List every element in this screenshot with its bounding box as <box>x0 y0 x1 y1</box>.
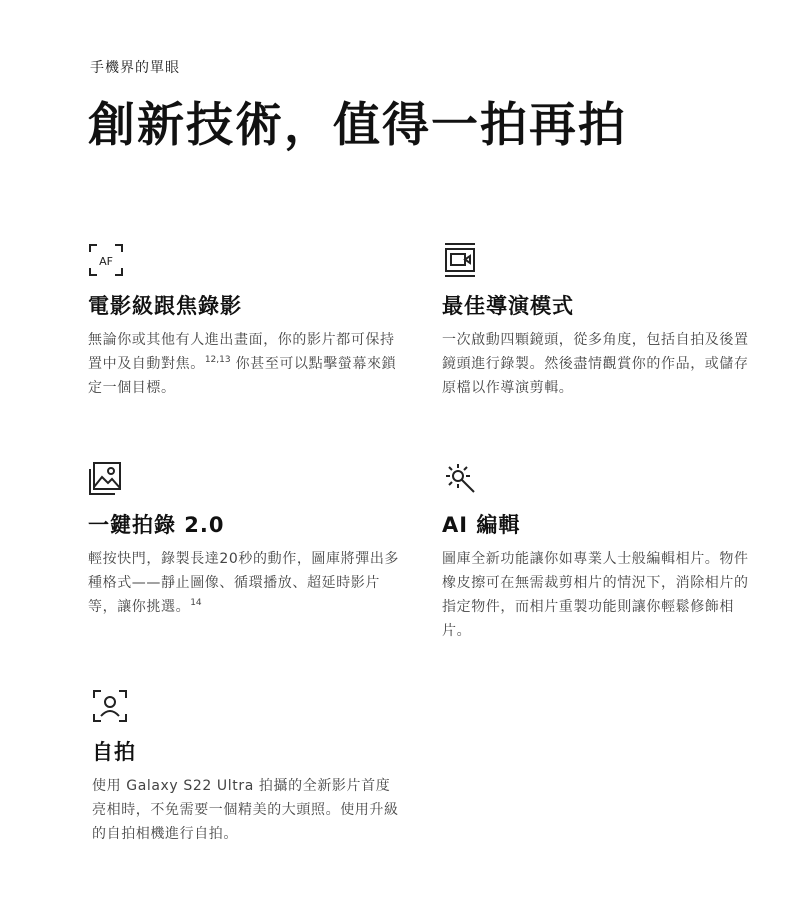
image-icon <box>88 461 124 497</box>
feature-description: 輕按快門，錄製長達20秒的動作，圖庫將彈出多種格式——靜止圖像、循環播放、超延時影片等，讓你挑選。$^{14}$ <box>88 551 400 616</box>
feature-title: AI 編輯 <box>442 513 521 537</box>
footnote-ref[interactable]: 12,13 <box>204 355 231 366</box>
svg-text:AF: AF <box>99 255 113 268</box>
footnote-ref[interactable]: 14 <box>190 598 202 609</box>
magic-wand-icon <box>442 461 478 497</box>
feature-cinematic-tracking <box>88 242 400 400</box>
director-view-icon <box>442 242 478 278</box>
feature-ai-edit <box>442 461 754 643</box>
page-title: 創新技術，值得一拍再拍 <box>88 98 627 153</box>
feature-title: 自拍 <box>92 740 136 764</box>
feature-description: 圖庫全新功能讓你如專業人士般編輯相片。物件橡皮擦可在無需裁剪相片的情況下，消除相片的指定物件，而相片重製功能則讓你輕鬆修飾相片。 <box>442 551 749 640</box>
feature-title: 一鍵拍錄 2.0 <box>88 513 225 537</box>
feature-directors-view <box>442 242 754 400</box>
feature-description: 使用 Galaxy S22 Ultra 拍攝的全新影片首度亮相時，不免需要一個精美的大頭照。使用升級的自拍相機進行自拍。 <box>92 778 399 843</box>
autofocus-icon <box>88 242 124 278</box>
feature-single-take <box>88 461 400 619</box>
eyebrow-text: 手機界的單眼 <box>90 60 180 76</box>
feature-description: 無論你或其他有人進出畫面，你的影片都可保持置中及自動對焦。$^{12,13}$ 你甚至可以點擊螢幕來鎖定一個目標。 <box>88 332 397 397</box>
selfie-icon <box>92 688 128 724</box>
feature-description: 一次啟動四顆鏡頭，從多角度，包括自拍及後置鏡頭進行錄製。然後盡情觀賞你的作品，或儲存原檔以作導演剪輯。 <box>442 332 749 397</box>
feature-title: 電影級跟焦錄影 <box>88 294 242 318</box>
feature-selfie <box>92 688 404 846</box>
feature-title: 最佳導演模式 <box>442 294 574 318</box>
